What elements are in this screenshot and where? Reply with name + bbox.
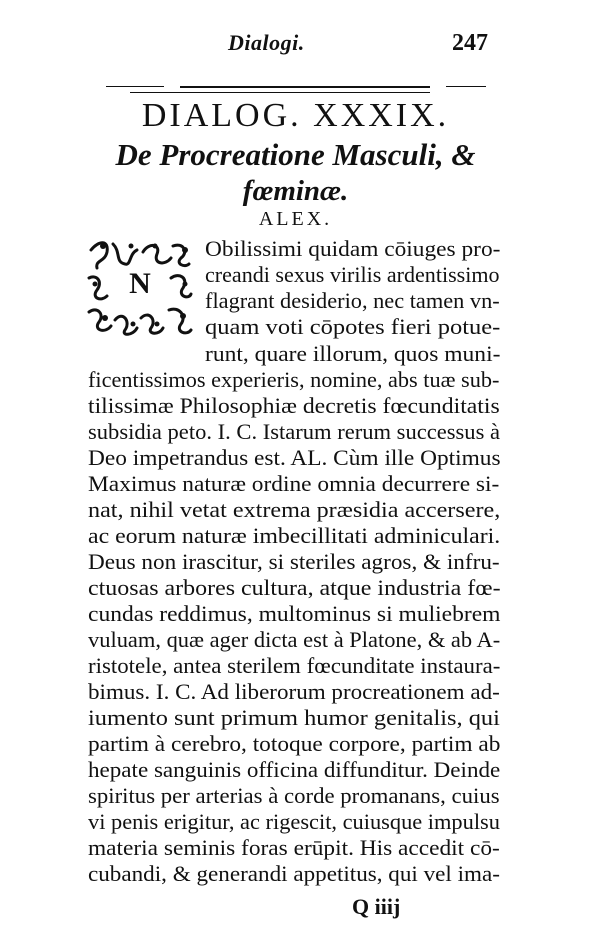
page-number: 247	[452, 30, 488, 56]
text-line: partim à cerebro, totoque corpore, partim ab	[88, 731, 501, 756]
text-line: Obilissimi quidam cōiuges pro-	[205, 236, 501, 261]
header-rule-center	[180, 86, 430, 88]
text-line: flagrant desiderio, nec tamen vn-	[205, 288, 500, 313]
text-line: subsidia peto. I. C. Istarum rerum successus à	[88, 419, 500, 444]
chapter-title: DIALOG. XXXIX.	[141, 97, 450, 134]
running-head: Dialogi.	[228, 30, 305, 55]
text-line: ctuosas arbores cultura, atque industria fœ-	[88, 575, 501, 600]
signature-mark: Q iiij	[352, 894, 401, 919]
text-line: spiritus per arterias à corde promanans, cuius	[88, 783, 500, 808]
chapter-subtitle-line-2: fœminæ.	[242, 175, 349, 207]
speaker-name: ALEX.	[258, 208, 333, 230]
text-line: cubandi, & generandi appetitus, qui vel ima-	[88, 861, 500, 886]
text-line: materia seminis foras erūpit. His accedit cō-	[88, 835, 500, 860]
decorated-initial	[85, 238, 195, 340]
text-line: Deo impetrandus est. AL. Cùm ille Optimus	[88, 445, 501, 470]
text-line: Maximus naturæ ordine omnia decurrere si-	[88, 471, 500, 496]
header-rule-thin	[130, 92, 430, 93]
text-line: ac eorum naturæ imbecillitati adminiculari.	[88, 523, 501, 548]
text-line: quam voti cōpotes fieri potue-	[205, 314, 501, 339]
text-line: Deus non irascitur, si steriles agros, & infru-	[88, 549, 500, 574]
header-rule-left	[106, 86, 164, 87]
text-line: runt, quare illorum, quos muni-	[205, 341, 501, 366]
text-line: nat, nihil vetat extrema præsidia accersere,	[88, 497, 501, 522]
text-line: ficentissimos experieris, nomine, abs tuæ sub-	[88, 367, 500, 392]
text-line: hepate sanguinis officina diffunditur. Deinde	[88, 757, 501, 782]
text-line: ristotele, antea sterilem fœcunditate instaura-	[88, 653, 501, 678]
text-line: cundas reddimus, multominus si muliebrem	[88, 601, 501, 626]
text-line: iumento sunt primum humor genitalis, qui	[88, 705, 500, 730]
initial-letter: N	[129, 267, 151, 300]
header-rule-right	[446, 86, 486, 87]
chapter-subtitle-line-1: De Procreatione Masculi, &	[115, 137, 476, 172]
text-line: tilissimæ Philosophiæ decretis fœcunditatis	[88, 393, 500, 418]
text-line: vi penis erigitur, ac rigescit, cuiusque impulsu	[88, 809, 500, 834]
text-line: vuluam, quæ ager dicta est à Platone, & ab A-	[88, 627, 501, 652]
text-line: bimus. I. C. Ad liberorum procreationem ad-	[88, 679, 500, 704]
text-line: creandi sexus virilis ardentissimo	[205, 262, 500, 287]
